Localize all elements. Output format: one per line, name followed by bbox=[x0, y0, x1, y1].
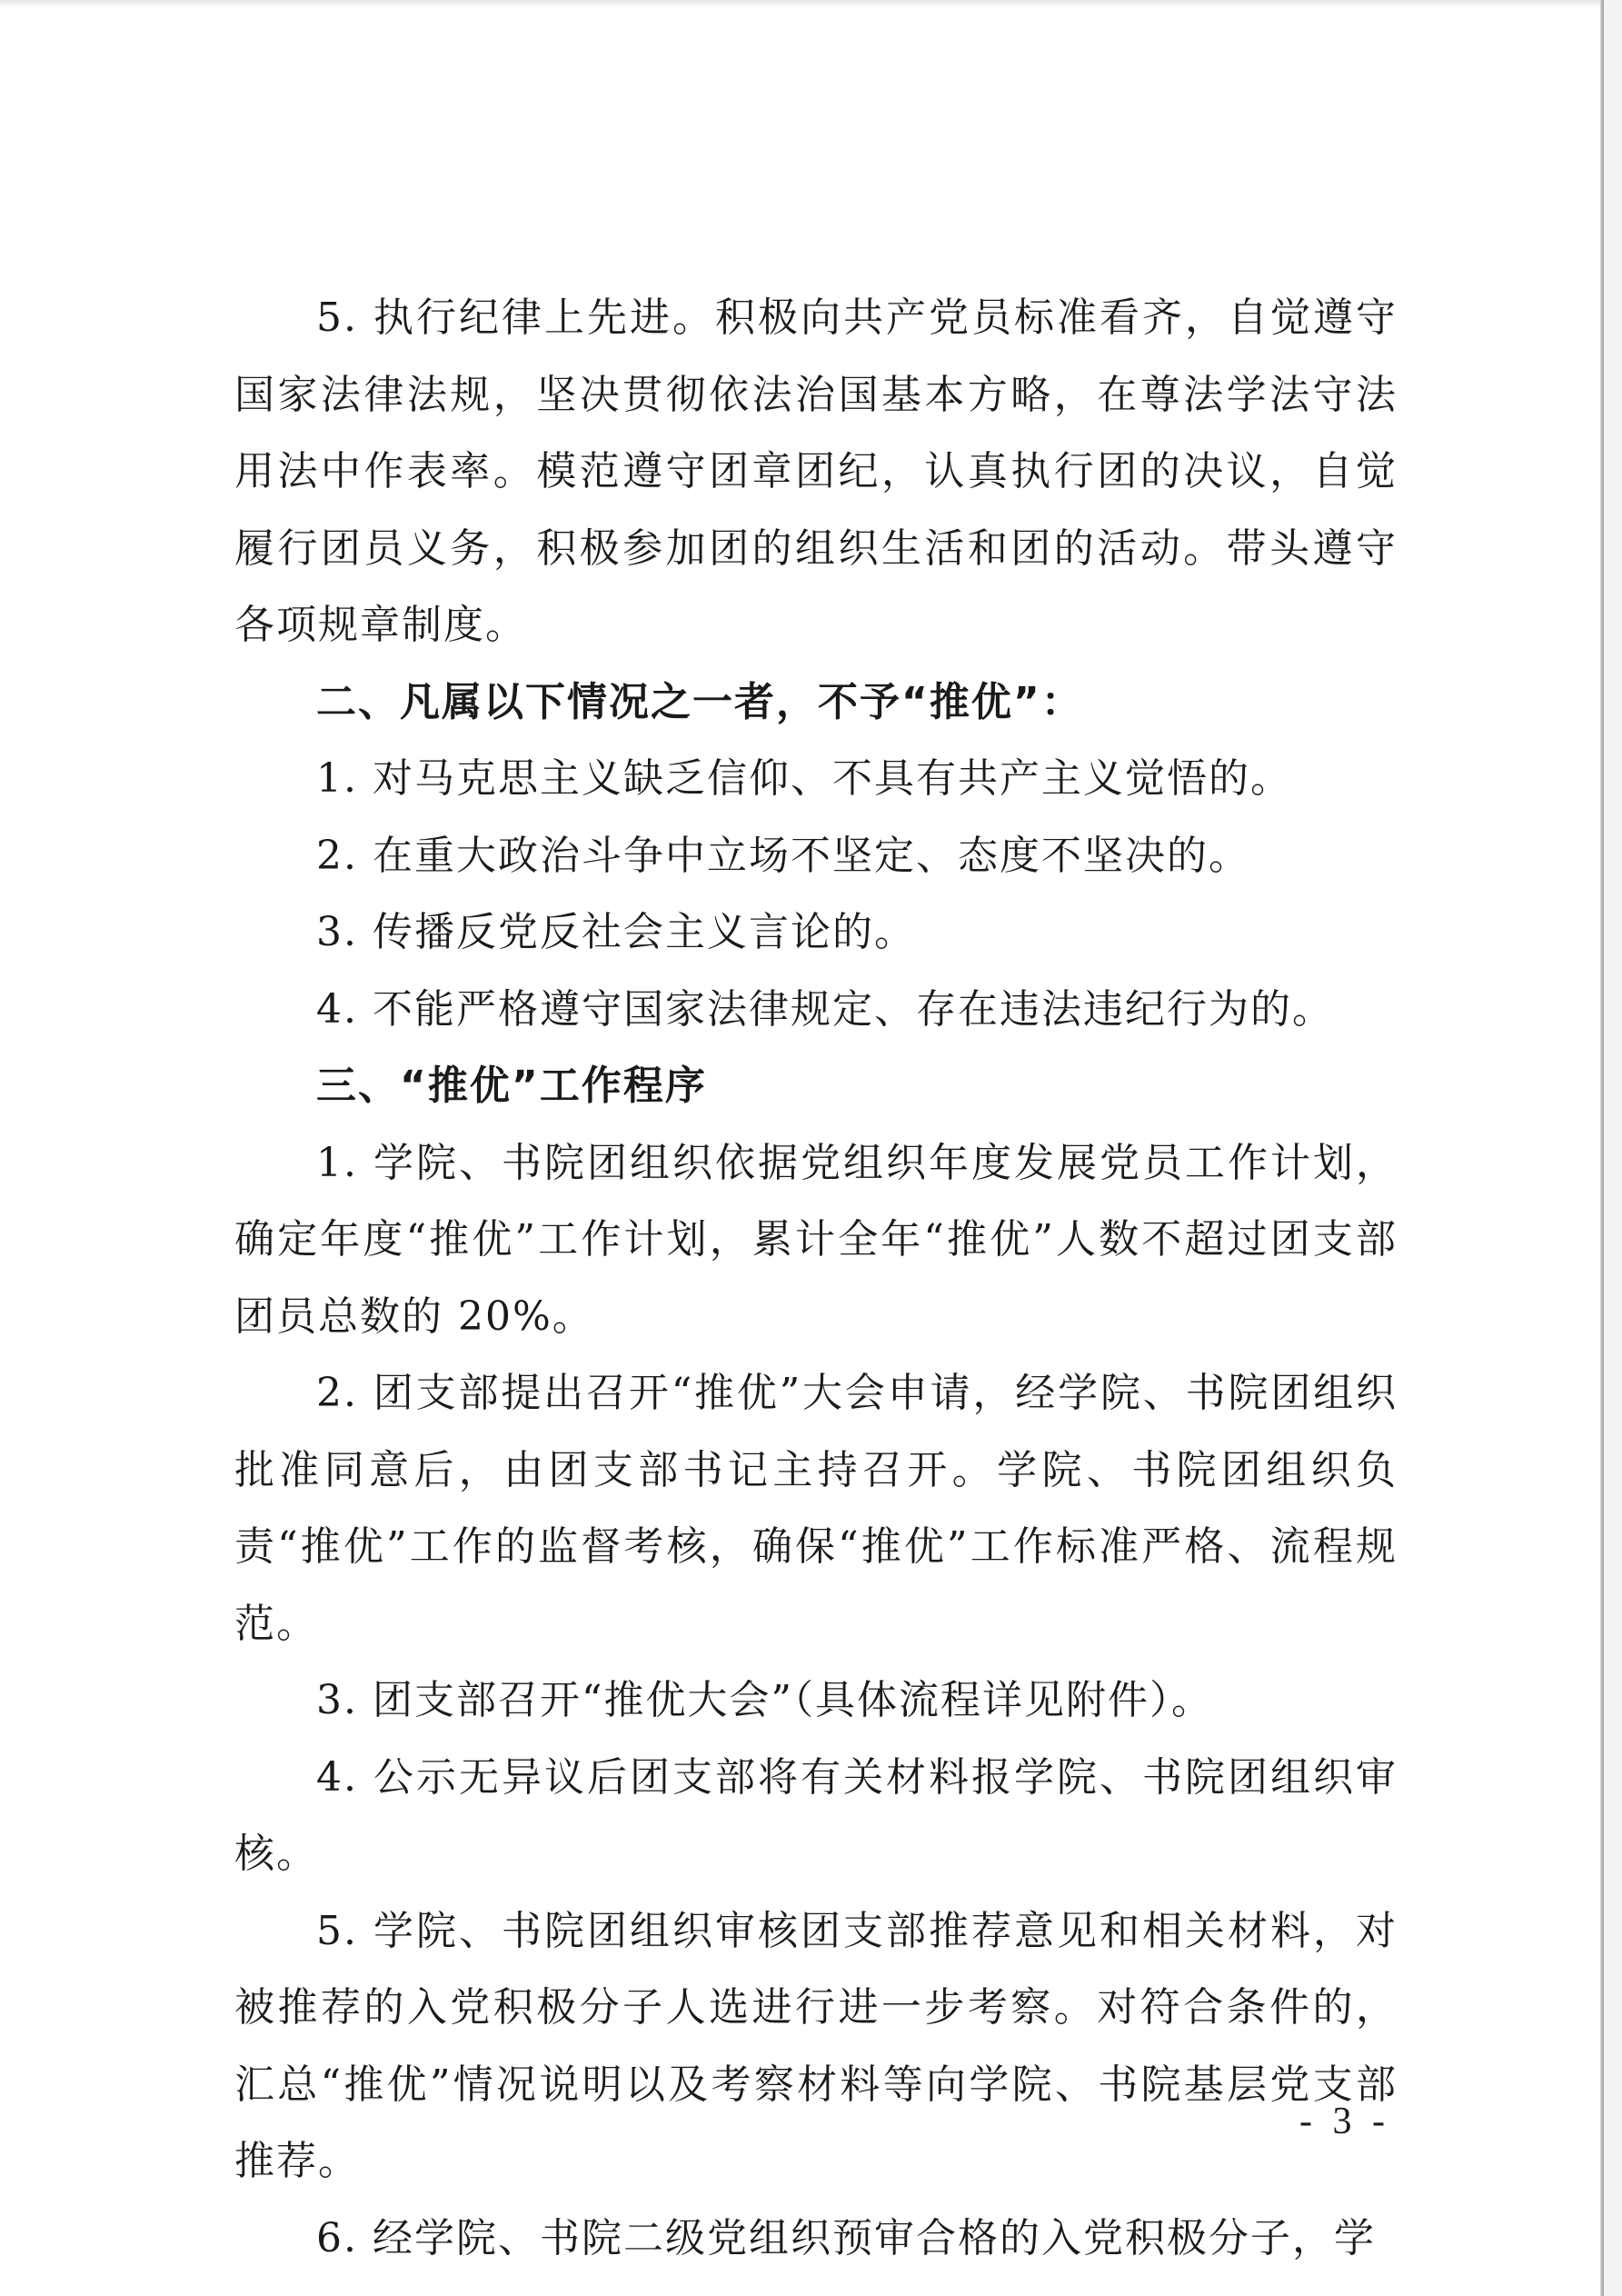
section-heading-exclusions: 二、凡属以下情况之一者，不予“推优”： bbox=[316, 678, 1083, 725]
list-item-procedure-4: 4. 公示无异议后团支部将有关材料报学院、书院团组织审核。 bbox=[234, 1753, 1398, 1877]
document-body bbox=[234, 280, 1398, 2277]
page-right-margin bbox=[1604, 0, 1622, 2296]
list-item-exclusion-3: 3. 传播反党反社会主义言论的。 bbox=[316, 909, 916, 955]
page-right-edge bbox=[1600, 0, 1604, 2296]
page-top-edge bbox=[0, 0, 1622, 7]
list-item-procedure-5: 5. 学院、书院团组织审核团支部推荐意见和相关材料，对被推荐的入党积极分子人选进行进一步考察。对符合条件的，汇总“推优”情况说明以及考察材料等向学院、书院基层党支部推荐。 bbox=[234, 1907, 1398, 2184]
list-item-procedure-1: 1. 学院、书院团组织依据党组织年度发展党员工作计划，确定年度“推优”工作计划，累计全年“推优”人数不超过团支部团员总数的 20%。 bbox=[234, 1139, 1398, 1340]
list-item-procedure-2: 2. 团支部提出召开“推优”大会申请，经学院、书院团组织批准同意后，由团支部书记主持召开。学院、书院团组织负责“推优”工作的监督考核，确保“推优”工作标准严格、流程规范。 bbox=[234, 1370, 1398, 1647]
list-item-procedure-3: 3. 团支部召开“推优大会”（具体流程详见附件）。 bbox=[316, 1677, 1213, 1723]
list-item-exclusion-1: 1. 对马克思主义缺乏信仰、不具有共产主义觉悟的。 bbox=[316, 755, 1292, 802]
section-heading-procedure: 三、“推优”工作程序 bbox=[316, 1063, 707, 1109]
page-number: - 3 - bbox=[1299, 2101, 1390, 2142]
list-item-exclusion-2: 2. 在重大政治斗争中立场不坚定、态度不坚决的。 bbox=[316, 832, 1250, 879]
paragraph-discipline: 5. 执行纪律上先进。积极向共产党员标准看齐，自觉遵守国家法律法规，坚决贯彻依法治国基本方略，在尊法学法守法用法中作表率。模范遵守团章团纪，认真执行团的决议，自觉履行团员义务，积极参加团的组织生活和团的活动。带头遵守各项规章制度。 bbox=[234, 294, 1398, 648]
list-item-procedure-6: 6. 经学院、书院二级党组织预审合格的入党积极分子，学 bbox=[316, 2214, 1376, 2261]
list-item-exclusion-4: 4. 不能严格遵守国家法律规定、存在违法违纪行为的。 bbox=[316, 985, 1334, 1033]
